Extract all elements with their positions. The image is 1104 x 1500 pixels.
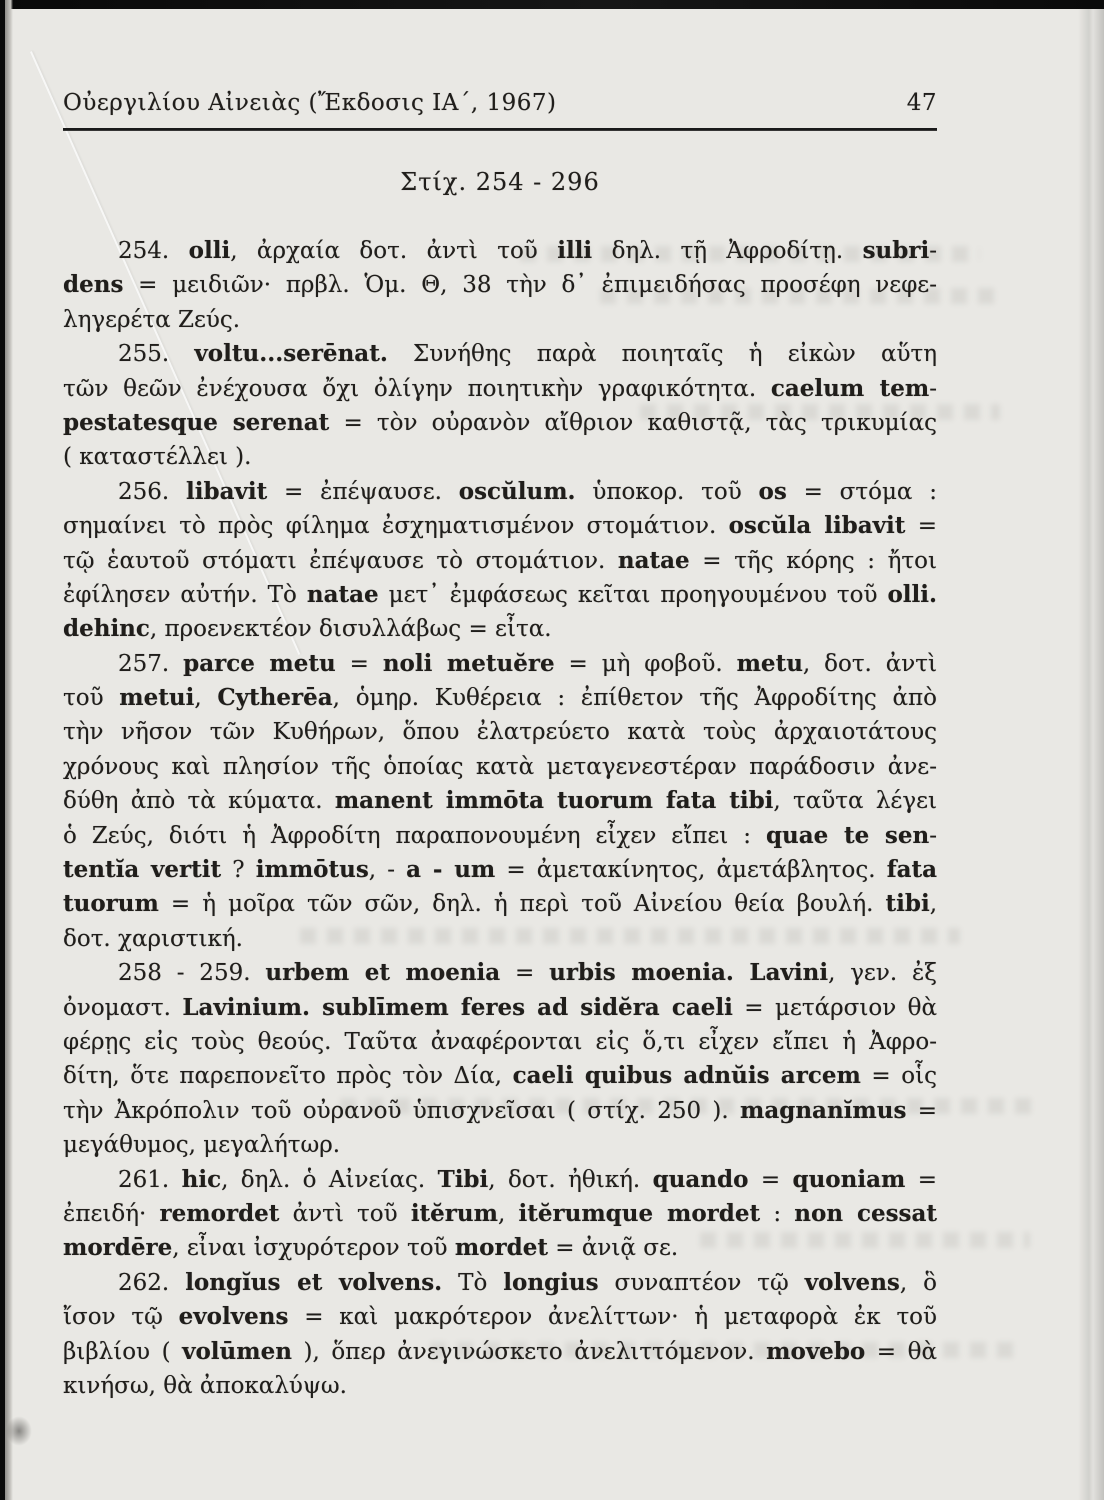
paragraph [63, 337, 937, 475]
latin-lemma: a - um [406, 856, 496, 884]
latin-lemma: subri [862, 237, 930, 264]
paragraph-line: σημαίνει τὸ πρὸς φίλημα ἐσχηματισμένον στομάτιον. oscŭla libavit = [63, 512, 937, 540]
running-header-title: Οὐεργιλίου Αἰνειὰς (Ἔκδοσις ΙΑ΄, 1967) [63, 90, 557, 116]
paragraph-line: τὴν νῆσον τῶν Κυθήρων, ὅπου ἐλατρεύετο κατὰ τοὺς ἀρχαιοτάτους [63, 719, 937, 746]
latin-lemma: urbem et moenia [265, 959, 501, 987]
paragraph-line: 261. hic, δηλ. ὁ Αἰνείας. Tibi, δοτ. ἠθική. quando = quoniam = [118, 1165, 938, 1193]
latin-lemma: dehinc [63, 615, 150, 643]
paragraph-line: 258 - 259. urbem et moenia = urbis moenia. Lavini, γεν. ἐξ [118, 959, 937, 987]
latin-lemma: manent immōta tuorum fata tibi [334, 787, 774, 815]
latin-lemma: remordet [159, 1199, 280, 1227]
latin-lemma: non cessat [794, 1199, 938, 1227]
paragraph-line: δίτη, ὅτε παρεπονεῖτο πρὸς τὸν Δία, caeli quibus adnŭis arcem = οἷς [63, 1062, 937, 1090]
latin-lemma: natae [617, 546, 690, 574]
latin-lemma: tuorum [63, 890, 159, 918]
latin-lemma: quoniam [792, 1165, 906, 1193]
latin-lemma: movebo [766, 1337, 866, 1365]
paragraph-line: ἐπειδή· remordet ἀντὶ τοῦ itĕrum, itĕrumque mordet : non cessat [63, 1199, 938, 1227]
latin-lemma: quando [652, 1165, 749, 1193]
latin-lemma: illi [557, 237, 593, 264]
paragraph [63, 956, 937, 1162]
paragraph [63, 475, 937, 647]
paragraph-line: 257. parce metu = noli metuĕre = μὴ φοβοῦ. metu, δοτ. ἀντὶ [118, 649, 937, 677]
paragraph-line: ληγερέτα Ζεύς. [63, 306, 241, 333]
page-edge-left [5, 0, 13, 1500]
latin-lemma: volvens [804, 1268, 900, 1296]
latin-lemma: caeli quibus adnŭis arcem [512, 1062, 861, 1090]
paragraph-line: τὴν Ἀκρόπολιν τοῦ οὐρανοῦ ὑπισχνεῖσαι ( στίχ. 250 ). magnanĭmus = [63, 1096, 937, 1124]
paragraph-line: φέρῃς εἰς τοὺς θεούς. Ταῦτα ἀναφέρονται εἰς ὅ,τι εἶχεν εἴπει ἡ Ἀφρο- [63, 1028, 937, 1055]
paragraph-line: pestatesque serenat = τὸν οὐρανὸν αἴθριον καθιστᾷ, τὰς τρικυμίας [63, 408, 937, 436]
paragraph [63, 1163, 937, 1266]
latin-lemma: metui [119, 684, 195, 712]
latin-lemma: libavit [186, 477, 268, 505]
paragraph-line: 254. olli, ἀρχαία δοτ. ἀντὶ τοῦ illi δηλ. τῇ Ἀφροδίτῃ. subri- [118, 237, 937, 264]
paragraph-line: 262. longĭus et volvens. Τὸ longius συναπτέον τῷ volvens, ὃ [118, 1268, 937, 1296]
paragraph-line: tuorum = ἡ μοῖρα τῶν σῶν, δηλ. ἡ περὶ τοῦ Αἰνείου θεία βουλή. tibi, [63, 890, 937, 918]
latin-lemma: noli metuĕre [382, 649, 555, 677]
paragraph-line: tentĭa vertit ? immōtus, - a - um = ἀμετακίνητος, ἀμετάβλητος. fata [63, 856, 938, 884]
paragraph-line: χρόνους καὶ πλησίον τῆς ὁποίας κατὰ μεταγενεστέραν παράδοσιν ἀνε- [63, 753, 937, 780]
paragraph-line: 256. libavit = ἐπέψαυσε. oscŭlum. ὑποκορ. τοῦ os = στόμα : [118, 477, 937, 505]
latin-lemma: caelum tem [770, 374, 930, 402]
paragraph-line: βιβλίου ( volūmen ), ὅπερ ἀνεγινώσκετο ἀνελιττόμενον. movebo = θὰ [63, 1337, 937, 1365]
paragraph-line: δοτ. χαριστική. [63, 925, 243, 952]
latin-lemma: immōtus [255, 856, 369, 884]
paragraph-line: mordēre, εἶναι ἰσχυρότερον τοῦ mordet = ἀνιᾷ σε. [63, 1234, 679, 1262]
header-rule [63, 128, 937, 131]
latin-lemma: evolvens [178, 1303, 289, 1331]
paragraph-line: τοῦ metui, Cytherēa, ὁμηρ. Κυθέρεια : ἐπίθετον τῆς Ἀφροδίτης ἀπὸ [63, 684, 937, 712]
paragraph-line: dehinc, προενεκτέον δισυλλάβως = εἶτα. [63, 615, 552, 643]
latin-lemma: magnanĭmus [740, 1096, 907, 1124]
paragraph-line: τῷ ἑαυτοῦ στόματι ἐπέψαυσε τὸ στομάτιον. natae = τῆς κόρης : ἤτοι [63, 546, 937, 574]
paragraph-line: ἴσον τῷ evolvens = καὶ μακρότερον ἀνελίττων· ἡ μεταφορὰ ἐκ τοῦ [63, 1303, 937, 1331]
latin-lemma: oscŭlum. [458, 477, 576, 505]
latin-lemma: natae [306, 580, 379, 608]
ink-smudge [6, 1416, 32, 1446]
latin-lemma: pestatesque serenat [63, 408, 330, 436]
running-header [63, 90, 937, 116]
latin-lemma: olli. [887, 580, 937, 608]
latin-lemma: hic [181, 1165, 222, 1193]
paragraph-line: ὁ Ζεύς, διότι ἡ Ἀφροδίτη παραπονουμένη εἶχεν εἴπει : quae te sen- [63, 821, 937, 849]
page-number: 47 [906, 90, 937, 116]
paragraph [63, 647, 937, 957]
paragraph-line: τῶν θεῶν ἐνέχουσα ὄχι ὀλίγην ποιητικὴν γραφικότητα. caelum tem- [63, 374, 938, 402]
body-text [63, 234, 937, 1403]
paragraph-line: 255. voltu...serēnat. Συνήθης παρὰ ποιηταῖς ἡ εἰκὼν αὕτη [118, 340, 937, 368]
paragraph-line: ἐφίλησεν αὐτήν. Τὸ natae μετ᾽ ἐμφάσεως κεῖται προηγουμένου τοῦ olli. [63, 580, 937, 608]
paragraph-line: ὀνομαστ. Lavinium. sublīmem feres ad sidĕra caeli = μετάρσιον θὰ [63, 993, 937, 1021]
paragraph [63, 1266, 937, 1404]
latin-lemma: tibi [885, 890, 930, 918]
latin-lemma: Lavinium. sublīmem feres ad sidĕra caeli [182, 993, 733, 1021]
latin-lemma: itĕrum [410, 1199, 498, 1227]
latin-lemma: dens [63, 271, 124, 299]
paragraph [63, 234, 937, 337]
page-edge-right [1078, 9, 1104, 1500]
page-content [63, 0, 937, 1500]
section-heading: Στίχ. 254 - 296 [400, 168, 600, 196]
latin-lemma: metu [736, 649, 803, 677]
latin-lemma: itĕrumque mordet [518, 1199, 761, 1227]
latin-lemma: os [758, 477, 787, 505]
latin-lemma: fata [886, 856, 938, 884]
latin-lemma: quae te sen [765, 821, 930, 849]
latin-lemma: oscŭla libavit [728, 512, 906, 540]
latin-lemma: longĭus et volvens. [185, 1268, 443, 1296]
latin-lemma: volūmen [182, 1337, 292, 1365]
paragraph-line: ( καταστέλλει ). [63, 444, 252, 471]
latin-lemma: mordet [454, 1234, 548, 1262]
paragraph-line: dens = μειδιῶν· πρβλ. Ὁμ. Θ, 38 τὴν δ᾽ ἐπιμειδήσας προσέφη νεφε- [63, 271, 937, 299]
latin-lemma: tentĭa vertit [63, 856, 222, 884]
latin-lemma: olli [188, 237, 231, 264]
latin-lemma: urbis moenia. Lavini [549, 959, 829, 987]
paragraph-line: δύθη ἀπὸ τὰ κύματα. manent immōta tuorum fata tibi, ταῦτα λέγει [63, 787, 938, 815]
latin-lemma: Cytherēa [217, 684, 333, 712]
latin-lemma: voltu...serēnat. [194, 340, 388, 368]
paragraph-line: μεγάθυμος, μεγαλήτωρ. [63, 1132, 341, 1159]
latin-lemma: parce metu [183, 649, 336, 677]
paragraph-line: κινήσω, θὰ ἀποκαλύψω. [63, 1372, 347, 1399]
latin-lemma: Tibi [437, 1165, 489, 1193]
latin-lemma: longius [503, 1268, 599, 1296]
latin-lemma: mordēre [63, 1234, 173, 1262]
